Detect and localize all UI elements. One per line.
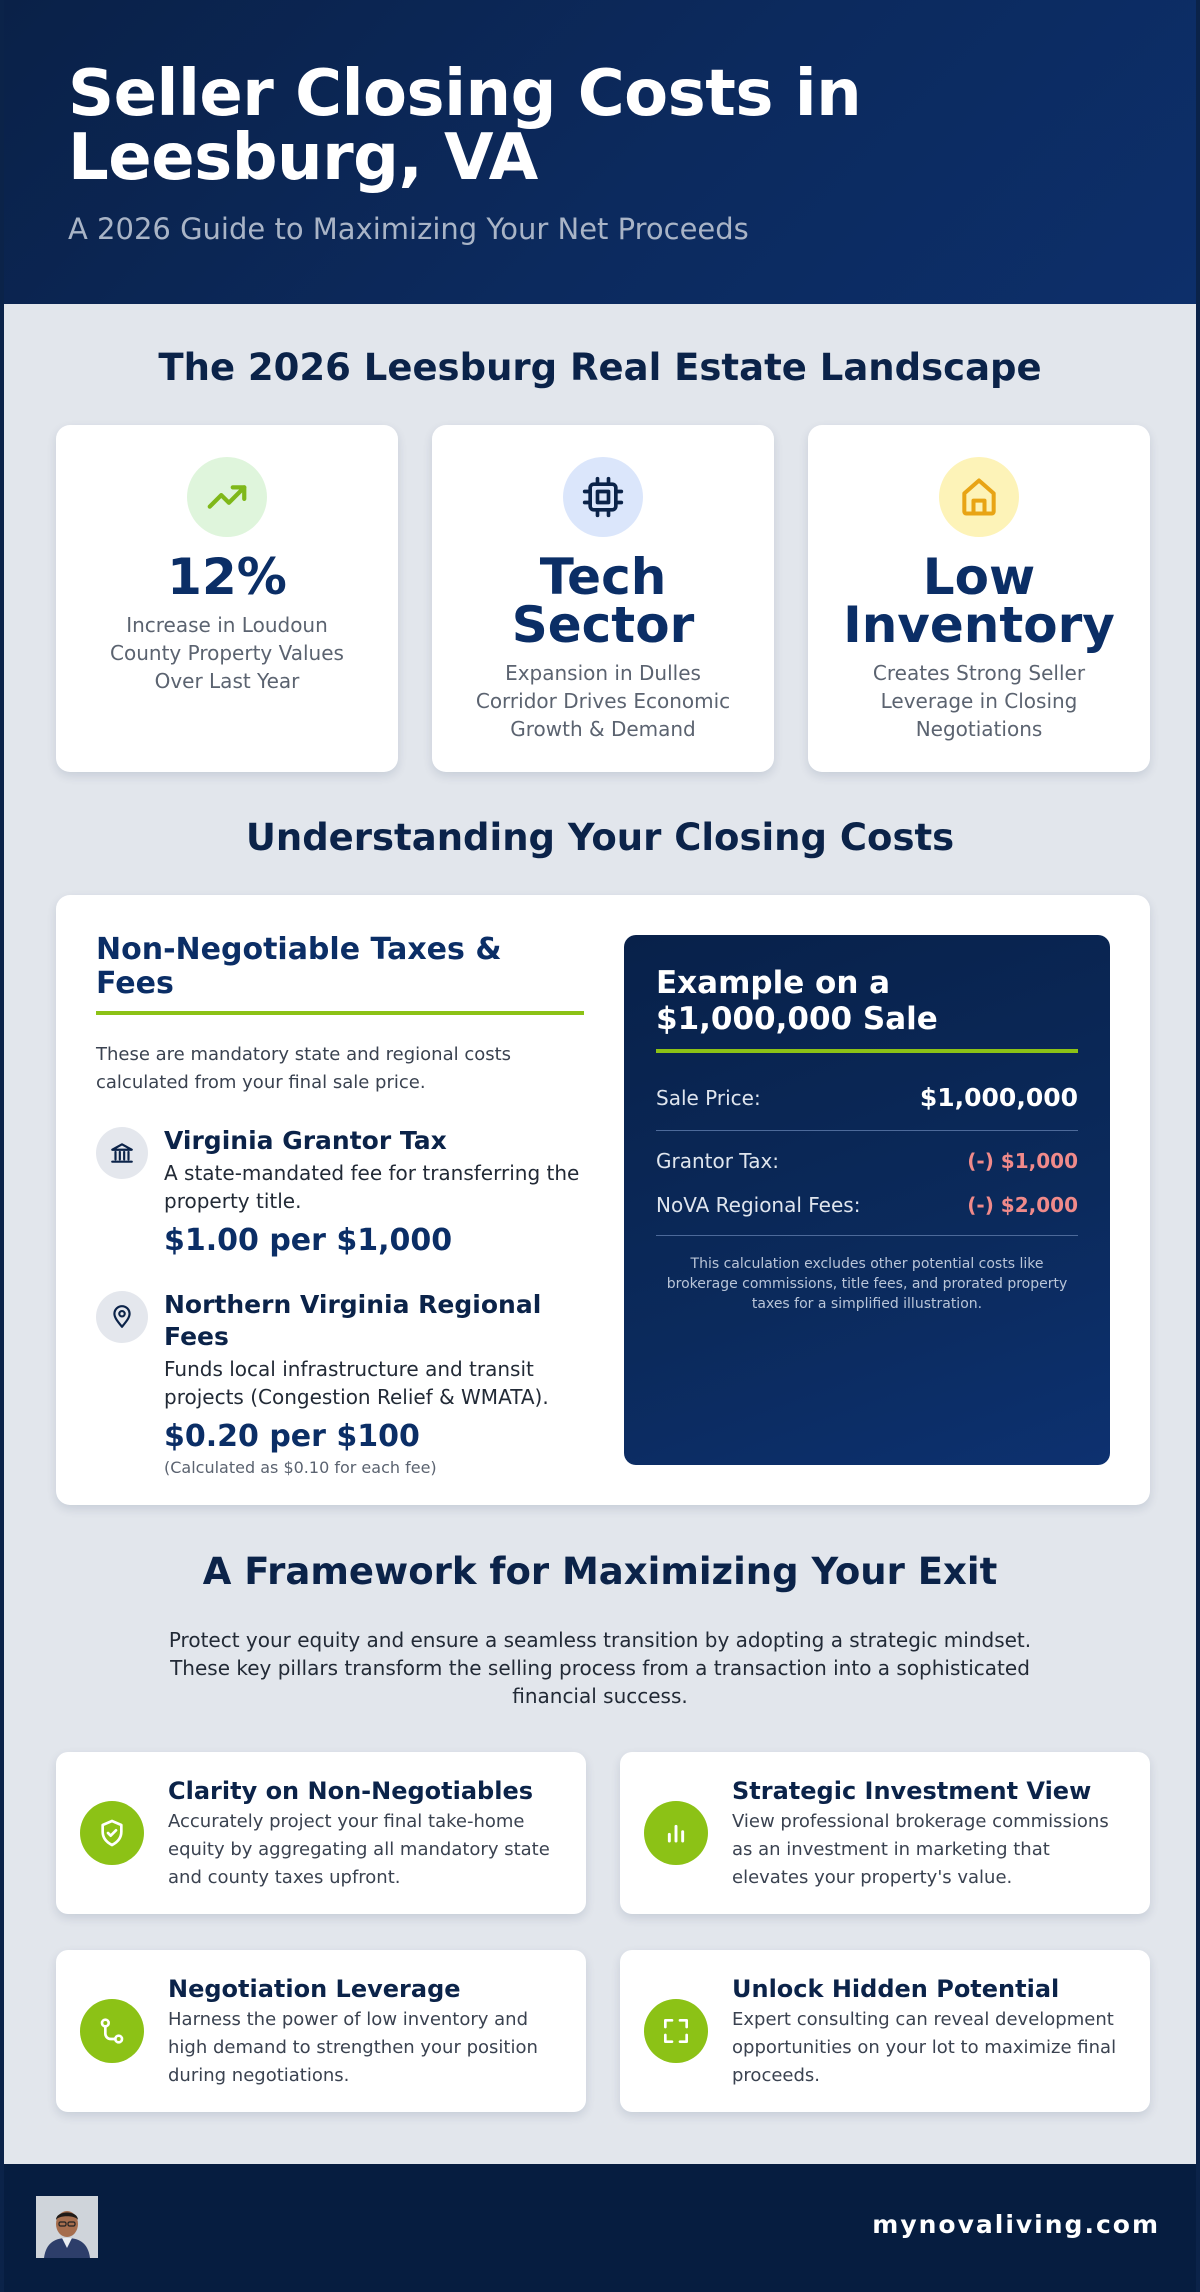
- location-pin-icon: [96, 1291, 148, 1343]
- pillar-description: Accurately project your final take-home equity by aggregating all mandatory state and county taxes upfront.: [168, 1811, 550, 1888]
- stat-description: Increase in Loudoun County Property Values Over Last Year: [110, 613, 344, 693]
- bar-chart-icon: [644, 1801, 708, 1865]
- website-link[interactable]: mynovaliving.com: [872, 2210, 1160, 2239]
- sale-price-label: Sale Price:: [656, 1085, 761, 1110]
- grantor-tax-row: [656, 1149, 1078, 1173]
- pillar-card-clarity: [56, 1752, 586, 1914]
- fee-name: Virginia Grantor Tax: [164, 1126, 447, 1155]
- fee-name: Northern Virginia Regional Fees: [164, 1290, 542, 1351]
- sale-price-row: [656, 1083, 1078, 1112]
- pillar-title: Strategic Investment View: [732, 1777, 1092, 1805]
- example-note: This calculation excludes other potential costs like brokerage commissions, title fees, and prorated property taxes for a simplified illustration.: [666, 1256, 1068, 1312]
- example-title: Example on a $1,000,000 Sale: [656, 965, 1078, 1053]
- divider: [656, 1130, 1078, 1131]
- stat-description: Expansion in Dulles Corridor Drives Economic Growth & Demand: [475, 661, 731, 741]
- page-title: Seller Closing Costs in Leesburg, VA: [68, 57, 862, 195]
- landscape-title: The 2026 Leesburg Real Estate Landscape: [158, 346, 1042, 389]
- trending-up-icon: [187, 457, 267, 537]
- fees-intro: These are mandatory state and regional costs calculated from your final sale price.: [96, 1044, 512, 1093]
- chip-icon: [563, 457, 643, 537]
- nova-fees-value: (-) $2,000: [967, 1193, 1078, 1217]
- fee-price: $0.20 per $100: [164, 1419, 420, 1454]
- stat-description: Creates Strong Seller Leverage in Closing Negotiations: [872, 661, 1086, 741]
- stat-card-tech: [432, 425, 774, 772]
- header: [4, 0, 1196, 304]
- stat-value: Low Inventory: [843, 548, 1115, 654]
- framework-intro: Protect your equity and ensure a seamless transition by adopting a strategic mindset. These key pillars transform the selling process from a transaction into a sophisticated financial success.: [168, 1628, 1032, 1708]
- pillar-title: Clarity on Non-Negotiables: [168, 1777, 534, 1805]
- pillar-card-negotiation: [56, 1950, 586, 2112]
- page-subtitle: A 2026 Guide to Maximizing Your Net Proceeds: [68, 212, 749, 246]
- avatar: [36, 2196, 98, 2258]
- closing-costs-title: Understanding Your Closing Costs: [245, 816, 955, 859]
- pillar-description: Expert consulting can reveal development opportunities on your lot to maximize final proceeds.: [732, 2009, 1117, 2086]
- fee-description: A state-mandated fee for transferring the property title.: [164, 1161, 580, 1213]
- example-calculation-panel: [624, 935, 1110, 1465]
- pillar-card-potential: [620, 1950, 1150, 2112]
- pillar-title: Unlock Hidden Potential: [732, 1975, 1060, 2003]
- pillar-title: Negotiation Leverage: [168, 1975, 461, 2003]
- divider: [656, 1235, 1078, 1236]
- shield-check-icon: [80, 1801, 144, 1865]
- grantor-tax-value: (-) $1,000: [967, 1149, 1078, 1173]
- pillar-description: View professional brokerage commissions as an investment in marketing that elevates your property's value.: [732, 1811, 1109, 1888]
- nova-fees-label: NoVA Regional Fees:: [656, 1193, 861, 1217]
- stat-value: 12%: [167, 548, 287, 606]
- fee-note: (Calculated as $0.10 for each fee): [164, 1458, 437, 1477]
- nova-fees-row: [656, 1193, 1078, 1217]
- pillar-card-investment: [620, 1752, 1150, 1914]
- fee-grantor-tax: [96, 1125, 584, 1259]
- fee-nova-regional: [96, 1289, 584, 1479]
- expand-icon: [644, 1999, 708, 2063]
- bank-icon: [96, 1127, 148, 1179]
- stat-card-values: [56, 425, 398, 772]
- fee-description: Funds local infrastructure and transit projects (Congestion Relief & WMATA).: [164, 1357, 549, 1409]
- stat-value: Tech Sector: [511, 548, 695, 654]
- sale-price-value: $1,000,000: [919, 1083, 1078, 1112]
- stat-card-inventory: [808, 425, 1150, 772]
- fees-column: [96, 933, 584, 1479]
- fees-heading: Non-Negotiable Taxes & Fees: [96, 933, 584, 1015]
- fee-price: $1.00 per $1,000: [164, 1223, 453, 1258]
- git-branch-icon: [80, 1999, 144, 2063]
- framework-title: A Framework for Maximizing Your Exit: [202, 1550, 998, 1593]
- pillar-description: Harness the power of low inventory and high demand to strengthen your position during negotiations.: [168, 2009, 538, 2086]
- footer: [4, 2164, 1196, 2292]
- closing-costs-card: [56, 895, 1150, 1505]
- grantor-tax-label: Grantor Tax:: [656, 1149, 780, 1173]
- home-icon: [939, 457, 1019, 537]
